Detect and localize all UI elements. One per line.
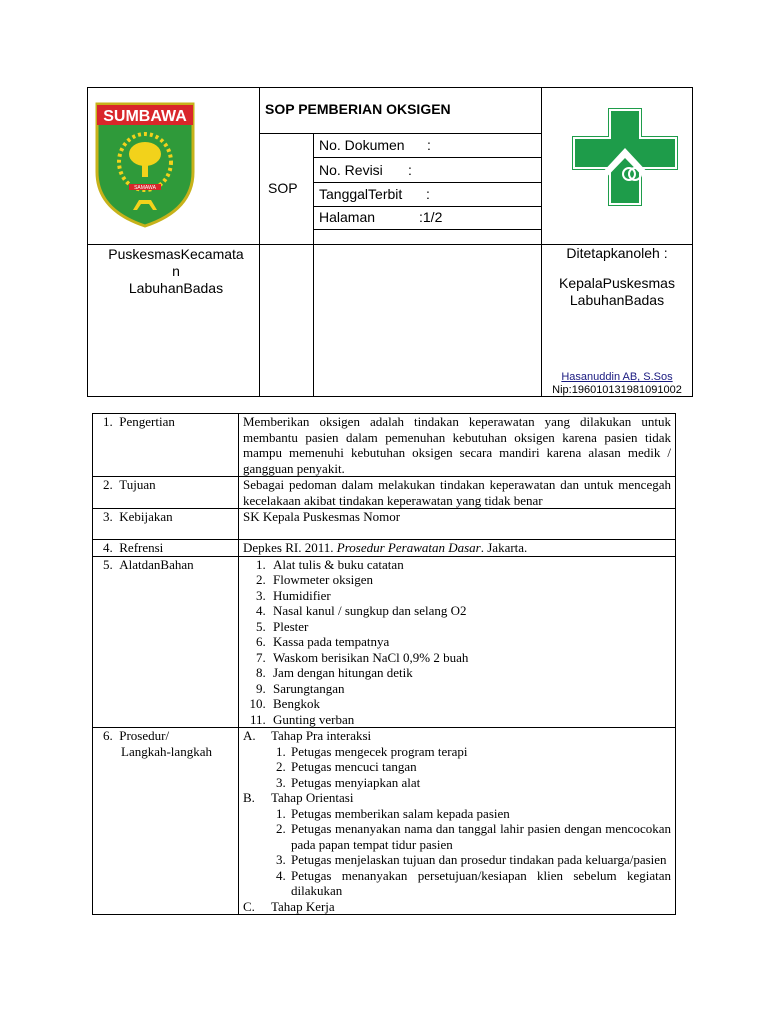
tools-list [243,557,671,728]
row-content: SK Kepala Puskesmas Nomor [239,509,676,540]
list-item: 1. Alat tulis & buku catatan [269,557,671,573]
section-title: Tahap Orientasi [271,790,354,805]
row-title: AlatdanBahan [119,556,194,572]
revision-row [319,162,412,178]
rev-colon: : [408,162,412,178]
list-item: 10. Bengkok [269,696,671,712]
section-mark: A. [243,728,256,743]
signatory-name: Hasanuddin AB, S.Sos [561,371,673,383]
date-label: TanggalTerbit [319,186,403,202]
date-colon: : [426,186,430,202]
established-by: Ditetapkanoleh : [566,245,668,261]
signature-block [542,371,692,397]
head-title-2: LabuhanBadas [569,292,665,308]
list-item: 4. Petugas menanyakan persetujuan/kesiapan klien sebelum kegiatan dilakukan [289,868,671,899]
list-item: 5. Plester [269,619,671,635]
doc-colon: : [427,137,431,153]
section-title: Tahap Kerja [271,898,335,914]
logo-left-text: SUMBAWA [103,108,187,125]
doc-number-row [319,137,431,153]
list-item: 9. Sarungtangan [269,681,671,697]
row-number: 1. [103,414,113,429]
row-number: 3. [103,509,113,524]
list-item: 3. Humidifier [269,588,671,604]
list-item: 4. Nasal kanul / sungkup dan selang O2 [269,603,671,619]
row-title-2: Langkah-langkah [121,743,212,759]
section-a [243,728,671,744]
list-item: 7. Waskom berisikan NaCl 0,9% 2 buah [269,650,671,666]
org-name [96,246,256,297]
list-item: 1. Petugas mengecek program terapi [289,744,671,760]
row-title: Kebijakan [119,509,173,524]
row-content [239,556,676,728]
rev-label: No. Revisi [319,162,383,178]
row-number: 4. [103,540,113,555]
head-title-1: KepalaPuskesmas [559,275,675,291]
list-item: 11. Gunting verban [269,712,671,728]
ref-author: Depkes RI. 2011. [243,540,337,555]
logo-left-ribbon: SAMAWA [134,185,156,191]
row-label [93,728,239,915]
table-row [93,728,676,915]
row-number: 5. [103,556,113,572]
list-item: 3. Petugas menjelaskan tujuan dan prosedur tindakan pada keluarga/pasien [289,852,671,868]
row-title: Prosedur/ [119,728,170,743]
list-item: 8. Jam dengan hitungan detik [269,665,671,681]
ref-place: . Jakarta. [480,540,528,555]
section-b [243,790,671,806]
row-number: 6. [103,728,113,743]
row-number: 2. [103,477,113,492]
row-title: Tujuan [119,477,156,492]
page-label: Halaman [319,209,376,225]
list-item: 3. Petugas menyiapkan alat [289,775,671,791]
table-row [93,556,676,728]
table-row [93,477,676,509]
table-row [93,540,676,557]
org-line-1: PuskesmasKecamata [108,246,244,262]
row-label [93,477,239,509]
row-title: Refrensi [119,540,164,555]
list-item: 6. Kassa pada tempatnya [269,634,671,650]
row-content: Memberikan oksigen adalah tindakan keperawatan yang dilakukan untuk membantu pasien dalam pemenuhan kebutuhan oksigen karena pasien tidak mampu memenuhi kebutuhan oksigen secara mandiri karena alasan medik / gangguan penyakit. [239,414,676,477]
page-value: :1/2 [419,209,443,225]
approval-block [542,245,692,309]
list-item: 2. Petugas menanyakan nama dan tanggal lahir pasien dengan mencocokan pada papan tempat tidur pasien [289,821,671,852]
row-content [239,540,676,557]
row-label [93,556,239,728]
section-c [243,899,671,915]
list-item: 2. Petugas mencuci tangan [289,759,671,775]
list-item: 1. Petugas memberikan salam kepada pasien [289,806,671,822]
sop-label: SOP [268,180,298,196]
doc-label: No. Dokumen [319,137,405,153]
section-title: Tahap Pra interaksi [271,728,372,743]
row-label [93,540,239,557]
table-row [93,414,676,477]
row-label [93,414,239,477]
list-item: 2. Flowmeter oksigen [269,572,671,588]
row-content [239,728,676,915]
org-line-2: n [172,263,180,279]
puskesmas-cross-logo [572,108,678,206]
section-mark: C. [243,898,255,914]
table-row [93,509,676,540]
page-row [319,209,443,225]
page-title: SOP PEMBERIAN OKSIGEN [265,101,451,117]
section-a-list [243,744,671,791]
row-content: Sebagai pedoman dalam melakukan tindakan keperawatan dan untuk mencegah kecelakaan akibat tindakan keperawatan yang tidak benar [239,477,676,509]
org-line-3: LabuhanBadas [128,280,224,296]
ref-book-title: Prosedur Perawatan Dasar [336,540,481,555]
sop-body-table [92,413,676,915]
section-b-list [243,806,671,899]
sumbawa-shield-logo [93,102,197,228]
signatory-nip: Nip:196010131981091002 [552,384,682,396]
section-mark: B. [243,790,255,805]
row-label [93,509,239,540]
row-title: Pengertian [119,414,175,429]
issue-date-row [319,186,430,202]
